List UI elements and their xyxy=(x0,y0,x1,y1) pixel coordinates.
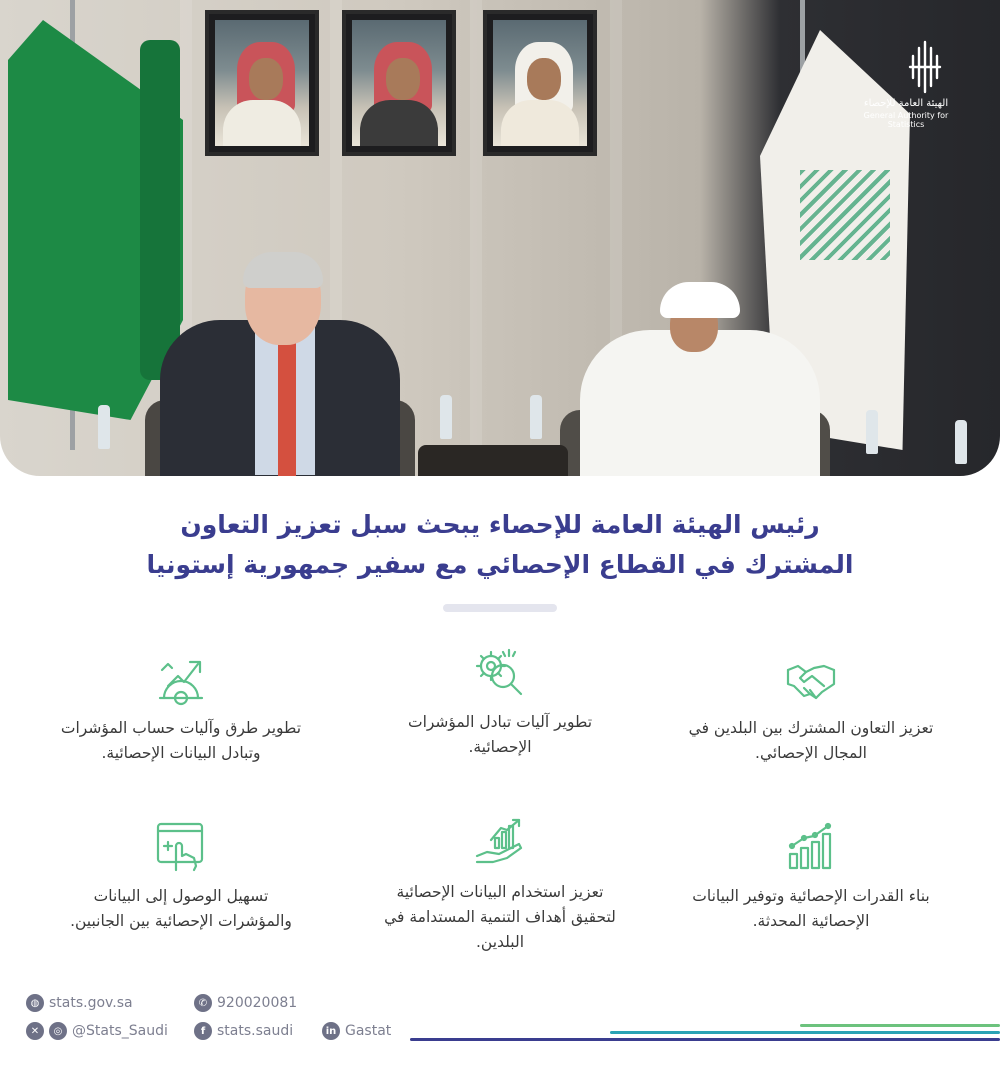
water-bottle xyxy=(955,420,967,464)
instagram-icon: ◎ xyxy=(49,1022,67,1040)
portrait-frame xyxy=(483,10,597,156)
gastat-logo xyxy=(846,40,966,129)
handshake-icon xyxy=(784,652,838,706)
headline-line-2: المشترك في القطاع الإحصائي مع سفير جمهورية إستونيا xyxy=(146,550,854,579)
coffee-table xyxy=(418,445,568,476)
host-ghutra xyxy=(660,282,740,318)
item-cooperation xyxy=(686,652,936,766)
headline-line-1: رئيس الهيئة العامة للإحصاء يبحث سبل تعزيز التعاون xyxy=(180,510,820,539)
item-text: بناء القدرات الإحصائية وتوفير البيانات الإحصائية المحدثة. xyxy=(692,887,930,930)
item-capacity-building xyxy=(686,820,936,934)
social-handle-text: @Stats_Saudi xyxy=(72,1023,168,1039)
item-data-access xyxy=(56,820,306,934)
decorative-lines xyxy=(400,1024,1000,1044)
portrait-frame xyxy=(205,10,319,156)
guest-tie xyxy=(278,340,296,476)
item-methods-development xyxy=(56,652,306,766)
logo-arabic-name: الهيئة العامة للإحصاء xyxy=(863,98,949,109)
touch-screen-icon xyxy=(154,820,208,874)
bar-chart-icon xyxy=(784,820,838,874)
gear-search-icon xyxy=(473,646,527,700)
hand-growth-icon xyxy=(473,816,527,870)
meeting-photo xyxy=(0,0,1000,476)
facebook-icon: f xyxy=(194,1022,212,1040)
facebook-link[interactable] xyxy=(194,1022,293,1040)
headline xyxy=(100,505,900,585)
linkedin-icon: in xyxy=(322,1022,340,1040)
divider xyxy=(443,604,557,612)
gastat-logo-mark-icon xyxy=(908,40,942,94)
facebook-text: stats.saudi xyxy=(217,1023,294,1039)
host-thobe xyxy=(580,330,820,476)
line-teal xyxy=(610,1031,1000,1034)
item-text: تطوير طرق وآليات حساب المؤشرات وتبادل البيانات الإحصائية. xyxy=(60,719,302,762)
growth-gear-icon xyxy=(154,652,208,706)
item-text: تعزيز التعاون المشترك بين البلدين في المجال الإحصائي. xyxy=(688,719,934,762)
portrait-frame xyxy=(342,10,456,156)
saudi-flag-fold xyxy=(140,40,180,380)
item-text: تسهيل الوصول إلى البيانات والمؤشرات الإحصائية بين الجانبين. xyxy=(70,887,292,930)
water-bottle xyxy=(530,395,542,439)
item-text: تطوير آليات تبادل المؤشرات الإحصائية. xyxy=(407,713,593,756)
phone-link[interactable] xyxy=(194,994,297,1012)
gastat-flag-emblem xyxy=(800,170,890,260)
water-bottle xyxy=(440,395,452,439)
website-text: stats.gov.sa xyxy=(49,995,133,1011)
water-bottle xyxy=(98,405,110,449)
x-icon: ✕ xyxy=(26,1022,44,1040)
guest-hair xyxy=(243,252,323,288)
logo-english-name: General Authority for Statistics xyxy=(863,111,949,129)
linkedin-link[interactable] xyxy=(322,1022,391,1040)
phone-icon: ✆ xyxy=(194,994,212,1012)
wall-panel xyxy=(470,0,482,476)
phone-text: 920020081 xyxy=(217,995,298,1011)
item-indicators-exchange xyxy=(375,646,625,760)
social-handle-link[interactable] xyxy=(26,1022,168,1040)
globe-icon: ◍ xyxy=(26,994,44,1012)
line-navy xyxy=(410,1038,1000,1041)
water-bottle xyxy=(866,410,878,454)
line-green xyxy=(800,1024,1000,1027)
website-link[interactable] xyxy=(26,994,133,1012)
linkedin-text: Gastat xyxy=(345,1023,392,1039)
item-sdg-data xyxy=(375,816,625,955)
item-text: تعزيز استخدام البيانات الإحصائية لتحقيق أهداف التنمية المستدامة في البلدين. xyxy=(384,883,616,951)
